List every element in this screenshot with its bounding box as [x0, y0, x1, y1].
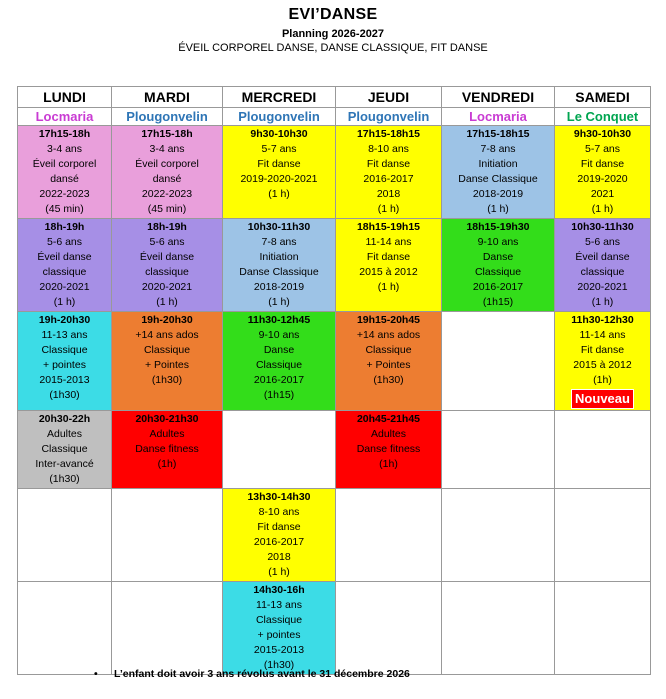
class-time: 11h30-12h45: [247, 314, 311, 326]
empty-cell: [336, 582, 442, 675]
class-detail: 2016-2017: [253, 374, 305, 386]
class-time: 18h15-19h15: [356, 221, 421, 233]
class-cell: [112, 219, 223, 312]
location-label: Plougonvelin: [112, 108, 223, 126]
class-detail: (1h30): [151, 374, 183, 386]
class-detail: 5-6 ans: [149, 236, 185, 248]
class-detail: 8-10 ans: [258, 506, 300, 518]
class-detail: (1h30): [263, 659, 295, 671]
class-cell: [223, 312, 336, 411]
page-subtitle: ÉVEIL CORPOREL DANSE, DANSE CLASSIQUE, FIT DANSE: [178, 42, 488, 54]
class-cell: [442, 219, 555, 312]
class-detail: 5-7 ans: [261, 143, 297, 155]
class-time: 18h-19h: [147, 221, 187, 233]
class-detail: Éveil danse: [37, 251, 92, 263]
class-detail: (1 h): [591, 296, 614, 308]
class-detail: Inter-avancé: [35, 458, 94, 470]
footnote-text: L’enfant doit avoir 3 ans révolus avant le 31 décembre 2026: [114, 668, 410, 680]
class-cell: [442, 126, 555, 219]
class-time: 17h15-18h15: [466, 128, 530, 140]
class-cell: [223, 582, 336, 675]
class-cell: [336, 411, 442, 489]
class-cell: [223, 219, 336, 312]
class-detail: Classique: [143, 344, 191, 356]
class-detail: Éveil corporel: [32, 158, 97, 170]
empty-cell: [442, 411, 555, 489]
class-time: 18h15-19h30: [466, 221, 530, 233]
class-cell: [336, 312, 442, 411]
class-cell: [18, 126, 112, 219]
empty-cell: [223, 411, 336, 489]
class-time: 9h30-10h30: [573, 128, 632, 140]
class-cell: [18, 219, 112, 312]
class-detail: 11-13 ans: [41, 329, 88, 341]
class-time: 20h30-21h30: [135, 413, 199, 425]
class-time: 10h30-11h30: [247, 221, 311, 233]
class-detail: (1 h): [377, 281, 400, 293]
class-detail: classique: [42, 266, 87, 278]
class-detail: 7-8 ans: [261, 236, 297, 248]
class-detail: 11-14 ans: [579, 329, 626, 341]
class-detail: Danse: [482, 251, 514, 263]
day-header: VENDREDI: [442, 87, 555, 108]
class-detail: 2015 à 2012: [359, 266, 418, 278]
class-detail: 2019-2020-2021: [240, 173, 318, 185]
class-detail: 2018-2019: [253, 281, 305, 293]
class-detail: (1 h): [377, 203, 400, 215]
class-detail: 9-10 ans: [258, 329, 300, 341]
class-cell: [112, 411, 223, 489]
location-label: Le Conquet: [555, 108, 651, 126]
class-detail: 2022-2023: [141, 188, 193, 200]
schedule-row: [18, 411, 651, 489]
class-detail: (45 min): [147, 203, 187, 215]
class-detail: Initiation: [259, 251, 299, 263]
class-detail: Adultes: [370, 428, 407, 440]
empty-cell: [18, 489, 112, 582]
class-detail: Danse Classique: [458, 173, 538, 185]
class-detail: 2020-2021: [141, 281, 193, 293]
class-detail: 2016-2017: [253, 536, 305, 548]
class-cell: [223, 126, 336, 219]
class-detail: Classique: [41, 443, 88, 455]
class-detail: (1h): [379, 458, 398, 470]
day-header: SAMEDI: [555, 87, 651, 108]
empty-cell: [442, 312, 555, 411]
class-detail: Classique: [365, 344, 412, 356]
class-cell: [555, 312, 651, 411]
class-detail: Danse: [263, 344, 295, 356]
class-detail: 2018-2019: [472, 188, 524, 200]
location-label: Plougonvelin: [223, 108, 336, 126]
class-detail: 2020-2021: [39, 281, 90, 293]
class-detail: 5-6 ans: [46, 236, 83, 248]
class-detail: Fit danse: [366, 158, 411, 170]
class-cell: [112, 126, 223, 219]
class-time: 11h30-12h30: [571, 314, 634, 326]
schedule-row: [18, 312, 651, 411]
page-title: EVI’DANSE: [288, 6, 378, 23]
class-time: 20h30-22h: [38, 413, 91, 425]
class-cell: [555, 219, 651, 312]
schedule-row: [18, 489, 651, 582]
location-row: [18, 108, 651, 126]
class-time: 17h15-18h15: [356, 128, 421, 140]
class-detail: (1 h): [591, 203, 614, 215]
class-detail: (1 h): [487, 203, 509, 215]
class-detail: Fit danse: [257, 158, 301, 170]
class-detail: (1 h): [268, 188, 290, 200]
class-cell: [112, 312, 223, 411]
class-detail: +14 ans ados: [135, 329, 199, 341]
class-detail: classique: [580, 266, 625, 278]
empty-cell: [555, 411, 651, 489]
class-detail: Fit danse: [580, 158, 625, 170]
class-detail: 2022-2023: [39, 188, 90, 200]
class-detail: (1 h): [268, 296, 290, 308]
class-time: 19h-20h30: [38, 314, 91, 326]
class-detail: Danse fitness: [356, 443, 421, 455]
class-time: 20h45-21h45: [356, 413, 421, 425]
class-detail: 3-4 ans: [149, 143, 185, 155]
location-label: Locmaria: [18, 108, 112, 126]
class-detail: 2018: [267, 551, 291, 563]
planning-year: Planning 2026-2027: [281, 28, 385, 40]
schedule-row: [18, 582, 651, 675]
class-detail: 7-8 ans: [480, 143, 516, 155]
class-detail: 2015-2013: [253, 644, 305, 656]
class-detail: 11-14 ans: [365, 236, 412, 248]
day-header: JEUDI: [336, 87, 442, 108]
class-detail: + Pointes: [366, 359, 411, 371]
class-time: 10h30-11h30: [571, 221, 634, 233]
class-detail: Fit danse: [366, 251, 411, 263]
empty-cell: [442, 489, 555, 582]
class-detail: Éveil corporel: [135, 158, 199, 170]
class-detail: Classique: [474, 266, 522, 278]
day-header: LUNDI: [18, 87, 112, 108]
class-detail: + pointes: [43, 359, 86, 371]
class-cell: [336, 219, 442, 312]
class-detail: Fit danse: [257, 521, 301, 533]
class-time: 19h15-20h45: [356, 314, 421, 326]
empty-cell: [555, 582, 651, 675]
class-detail: Adultes: [149, 428, 185, 440]
class-cell: [223, 489, 336, 582]
class-detail: 9-10 ans: [477, 236, 519, 248]
class-detail: Adultes: [46, 428, 83, 440]
schedule-row: [18, 126, 651, 219]
class-time: 19h-20h30: [141, 314, 193, 326]
class-detail: (1h15): [482, 296, 514, 308]
schedule-table: [17, 86, 651, 675]
class-detail: Danse Classique: [239, 266, 319, 278]
class-cell: [555, 126, 651, 219]
schedule-row: [18, 219, 651, 312]
class-detail: 2016-2017: [472, 281, 524, 293]
class-detail: (1h): [593, 374, 612, 386]
class-detail: 5-6 ans: [584, 236, 621, 248]
empty-cell: [112, 489, 223, 582]
class-detail: 2021: [590, 188, 615, 200]
class-detail: (1 h): [268, 566, 290, 578]
class-detail: (1h): [157, 458, 177, 470]
class-detail: 3-4 ans: [46, 143, 83, 155]
class-time: 13h30-14h30: [247, 491, 311, 503]
empty-cell: [442, 582, 555, 675]
class-detail: Danse fitness: [135, 443, 199, 455]
class-detail: 8-10 ans: [368, 143, 409, 155]
class-detail: 11-13 ans: [256, 599, 302, 611]
class-detail: + pointes: [257, 629, 301, 641]
class-detail: (45 min): [45, 203, 84, 215]
class-time: 18h-19h: [44, 221, 85, 233]
class-detail: (1h30): [373, 374, 404, 386]
class-detail: 2020-2021: [577, 281, 628, 293]
class-time: 17h15-18h: [141, 128, 193, 140]
class-detail: + Pointes: [144, 359, 190, 371]
class-time: 14h30-16h: [253, 584, 305, 596]
class-detail: Éveil danse: [575, 251, 630, 263]
class-cell: [336, 126, 442, 219]
class-detail: 2016-2017: [363, 173, 414, 185]
bullet-icon: •: [94, 668, 98, 680]
class-detail: (1h15): [263, 389, 295, 401]
class-cell: [18, 312, 112, 411]
class-detail: 5-7 ans: [584, 143, 621, 155]
class-detail: (1 h): [156, 296, 178, 308]
class-detail: Initiation: [478, 158, 518, 170]
class-detail: Éveil danse: [139, 251, 195, 263]
empty-cell: [555, 489, 651, 582]
class-time: 17h15-18h: [38, 128, 91, 140]
class-detail: (1h30): [49, 389, 80, 401]
class-detail: 2019-2020: [577, 173, 628, 185]
day-header-row: [18, 87, 651, 108]
class-detail: (1 h): [53, 296, 76, 308]
day-header: MERCREDI: [223, 87, 336, 108]
class-detail: Classique: [255, 614, 303, 626]
empty-cell: [112, 582, 223, 675]
class-detail: Classique: [41, 344, 88, 356]
class-detail: dansé: [50, 173, 79, 185]
class-detail: Classique: [255, 359, 303, 371]
new-badge: Nouveau: [571, 389, 634, 409]
class-detail: 2015-2013: [39, 374, 90, 386]
class-cell: [18, 411, 112, 489]
footnote: [94, 668, 410, 680]
location-label: Locmaria: [442, 108, 555, 126]
class-detail: Fit danse: [580, 344, 625, 356]
class-detail: classique: [145, 266, 189, 278]
class-detail: +14 ans ados: [356, 329, 421, 341]
location-label: Plougonvelin: [336, 108, 442, 126]
day-header: MARDI: [112, 87, 223, 108]
class-detail: 2018: [376, 188, 401, 200]
class-detail: dansé: [152, 173, 182, 185]
class-time: 9h30-10h30: [250, 128, 308, 140]
class-detail: (1h30): [49, 473, 80, 485]
empty-cell: [336, 489, 442, 582]
class-detail: 2015 à 2012: [573, 359, 632, 371]
empty-cell: [18, 582, 112, 675]
